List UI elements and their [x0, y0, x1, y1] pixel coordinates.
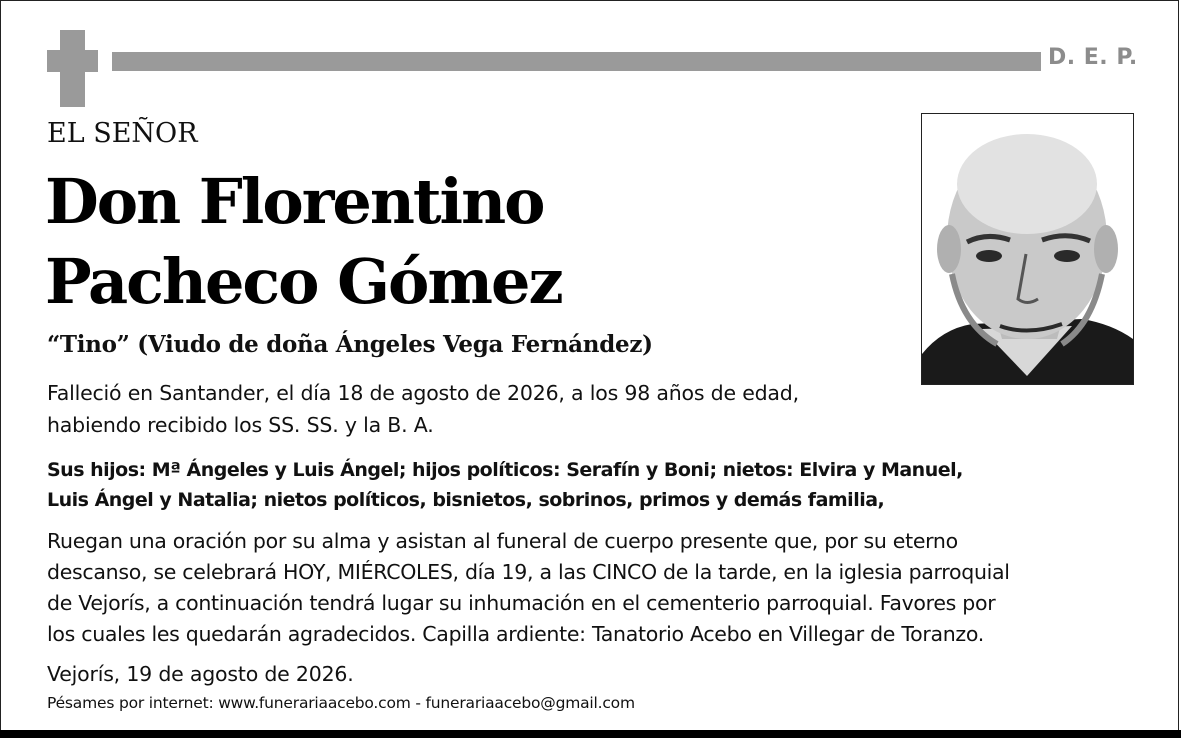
family-list	[47, 455, 963, 515]
bottom-border	[0, 730, 1181, 738]
funeral-details-line1: Ruegan una oración por su alma y asistan al funeral de cuerpo presente que, por su eterno	[47, 529, 958, 553]
family-list-line2: Luis Ángel y Natalia; nietos políticos, bisnietos, sobrinos, primos y demás familia,	[47, 489, 885, 511]
death-notice-line2: habiendo recibido los SS. SS. y la B. A.	[47, 413, 434, 437]
funeral-details-line2: descanso, se celebrará HOY, MIÉRCOLES, día 19, a las CINCO de la tarde, en la iglesia parroquial	[47, 560, 1010, 584]
deceased-portrait	[921, 113, 1134, 385]
death-notice-line1: Falleció en Santander, el día 18 de agosto de 2026, a los 98 años de edad,	[47, 381, 799, 405]
deceased-name	[45, 162, 562, 322]
deceased-name-line1: Don Florentino	[45, 165, 544, 238]
nickname-widow-line: “Tino” (Viudo de doña Ángeles Vega Fernández)	[47, 331, 653, 358]
condolences-contact: Pésames por internet: www.funerariaacebo.com - funerariaacebo@gmail.com	[47, 694, 635, 712]
header-rule	[112, 52, 1041, 71]
funeral-details-line4: los cuales les quedarán agradecidos. Capilla ardiente: Tanatorio Acebo en Villegar de Toranzo.	[47, 622, 984, 646]
cross-icon-bar	[47, 50, 98, 72]
funeral-details-line3: de Vejorís, a continuación tendrá lugar su inhumación en el cementerio parroquial. Favores por	[47, 591, 996, 615]
honorific-label: EL SEÑOR	[47, 118, 198, 149]
family-list-line1: Sus hijos: Mª Ángeles y Luis Ángel; hijos políticos: Serafín y Boni; nietos: Elvira y Manuel,	[47, 459, 963, 481]
dep-label: D. E. P.	[1048, 45, 1138, 70]
funeral-details	[47, 526, 1010, 650]
deceased-name-line2: Pacheco Gómez	[45, 245, 562, 318]
death-notice	[47, 377, 799, 441]
place-date: Vejorís, 19 de agosto de 2026.	[47, 662, 354, 686]
